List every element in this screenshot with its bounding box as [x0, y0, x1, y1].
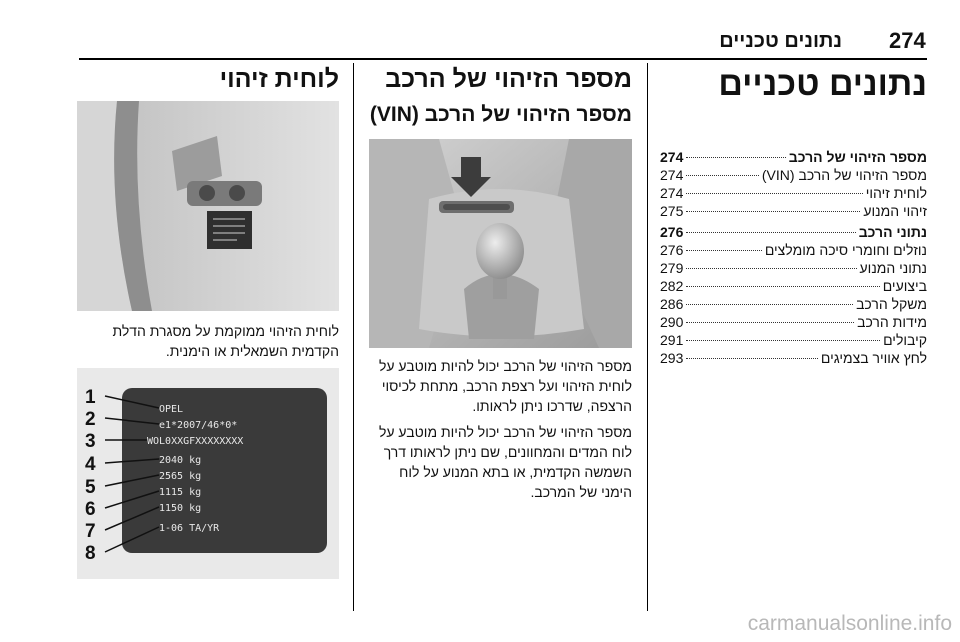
- toc-entry-label: לחץ אוויר בצמיגים: [820, 350, 927, 366]
- vin-caption: [369, 356, 632, 508]
- header-rule: [79, 58, 927, 60]
- callout-1: 1: [85, 387, 96, 408]
- toc-leader: [686, 286, 879, 287]
- toc-leader: [686, 340, 880, 341]
- toc-entry[interactable]: [660, 259, 927, 277]
- toc-entry[interactable]: [660, 295, 927, 313]
- toc-entry-label: מספר הזיהוי של הרכב: [788, 149, 927, 165]
- toc-leader: [686, 211, 860, 212]
- toc-leader: [686, 250, 761, 251]
- plate-line-3: WOL0XXGFXXXXXXXX: [147, 436, 244, 447]
- running-title: נתונים טכניים: [719, 30, 842, 52]
- toc-entry[interactable]: [660, 241, 927, 259]
- plate-column: [77, 64, 339, 94]
- toc-entry[interactable]: [660, 202, 927, 220]
- toc-leader: [686, 268, 856, 269]
- toc-entry-page: 286: [660, 296, 684, 312]
- toc-entry-label: נתוני הרכב: [858, 224, 927, 240]
- toc-entry-page: 291: [660, 332, 684, 348]
- toc-leader: [686, 232, 855, 233]
- toc-entry[interactable]: [660, 331, 927, 349]
- toc-entry[interactable]: [660, 184, 927, 202]
- toc-entry-page: 274: [660, 167, 684, 183]
- id-plate-diagram: [77, 368, 339, 579]
- plate-line-6: 1115 kg: [159, 487, 202, 498]
- vin-subtitle: מספר הזיהוי של הרכב (VIN): [369, 103, 632, 126]
- toc-entry-page: 282: [660, 278, 684, 294]
- vin-column: [367, 64, 632, 128]
- page-header: [0, 0, 960, 60]
- toc-entry-page: 279: [660, 260, 684, 276]
- toc-entry[interactable]: [660, 277, 927, 295]
- toc-entry-label: נוזלים וחומרי סיכה מומלצים: [764, 242, 927, 258]
- plate-line-7: 1150 kg: [159, 503, 202, 514]
- toc-entry-page: 275: [660, 203, 684, 219]
- toc-entry[interactable]: [660, 148, 927, 166]
- toc-entry-page: 290: [660, 314, 684, 330]
- plate-line-1: OPEL: [159, 404, 184, 415]
- plate-caption-text: לוחית הזיהוי ממוקמת על מסגרת הדלת הקדמית השמאלית או הימנית.: [112, 323, 339, 359]
- callout-8: 8: [85, 543, 96, 564]
- toc-leader: [686, 322, 854, 323]
- callout-2: 2: [85, 409, 96, 430]
- toc-leader: [686, 157, 785, 158]
- plate-line-4: 2040 kg: [159, 455, 202, 466]
- plate-line-2: e1*2007/46*0*: [159, 420, 238, 431]
- toc-entry-page: 293: [660, 350, 684, 366]
- toc-entry-label: קיבולים: [883, 332, 927, 348]
- toc-entry-page: 274: [660, 149, 684, 165]
- toc-leader: [686, 304, 853, 305]
- callout-7: 7: [85, 521, 96, 542]
- toc-leader: [686, 193, 862, 194]
- toc-column: [660, 64, 927, 367]
- callout-6: 6: [85, 499, 96, 520]
- page-number: 274: [889, 28, 926, 53]
- vin-section-title: מספר הזיהוי של הרכב: [385, 65, 632, 93]
- plate-line-5: 2565 kg: [159, 471, 202, 482]
- callout-3: 3: [85, 431, 96, 452]
- toc-entry-page: 276: [660, 242, 684, 258]
- toc-entry[interactable]: [660, 313, 927, 331]
- toc-entry-page: 276: [660, 224, 684, 240]
- callout-5: 5: [85, 477, 96, 498]
- toc-entry[interactable]: [660, 223, 927, 241]
- chapter-title: נתונים טכניים: [718, 65, 927, 103]
- toc-entry-label: מספר הזיהוי של הרכב (VIN): [761, 167, 927, 183]
- toc-entry[interactable]: [660, 349, 927, 367]
- plate-line-8: 1-06 TA/YR: [159, 523, 220, 534]
- toc-leader: [686, 358, 818, 359]
- toc-list: [660, 148, 927, 367]
- vin-paragraph-2: מספר הזיהוי של הרכב יכול להיות מוטבע על לוח המדים והמחוונים, שם ניתן לראותו דרך השמשה הקדמית, או בתא המנוע על לוח הימני של המרכב.: [378, 424, 632, 500]
- toc-entry-label: משקל הרכב: [856, 296, 927, 312]
- callout-4: 4: [85, 454, 96, 475]
- column-divider-right: [647, 63, 648, 611]
- plate-section-title: לוחית זיהוי: [219, 65, 339, 93]
- plate-caption: [77, 321, 339, 367]
- toc-entry-label: לוחית זיהוי: [865, 185, 927, 201]
- toc-entry[interactable]: [660, 166, 927, 184]
- vin-paragraph-1: מספר הזיהוי של הרכב יכול להיות מוטבע על לוחית הזיהוי ועל רצפת הרכב, מתחת לכיסוי הרצפה, שדרכו ניתן לראותו.: [378, 358, 632, 414]
- toc-entry-label: ביצועים: [882, 278, 927, 294]
- toc-leader: [686, 175, 759, 176]
- watermark: carmanualsonline.info: [747, 612, 952, 635]
- toc-entry-label: מידות הרכב: [857, 314, 927, 330]
- door-frame-photo: [77, 101, 339, 311]
- column-divider-left: [353, 63, 354, 611]
- toc-entry-label: נתוני המנוע: [859, 260, 927, 276]
- toc-entry-page: 274: [660, 185, 684, 201]
- toc-entry-label: זיהוי המנוע: [863, 203, 927, 219]
- gear-shift-vin-photo: [369, 139, 632, 348]
